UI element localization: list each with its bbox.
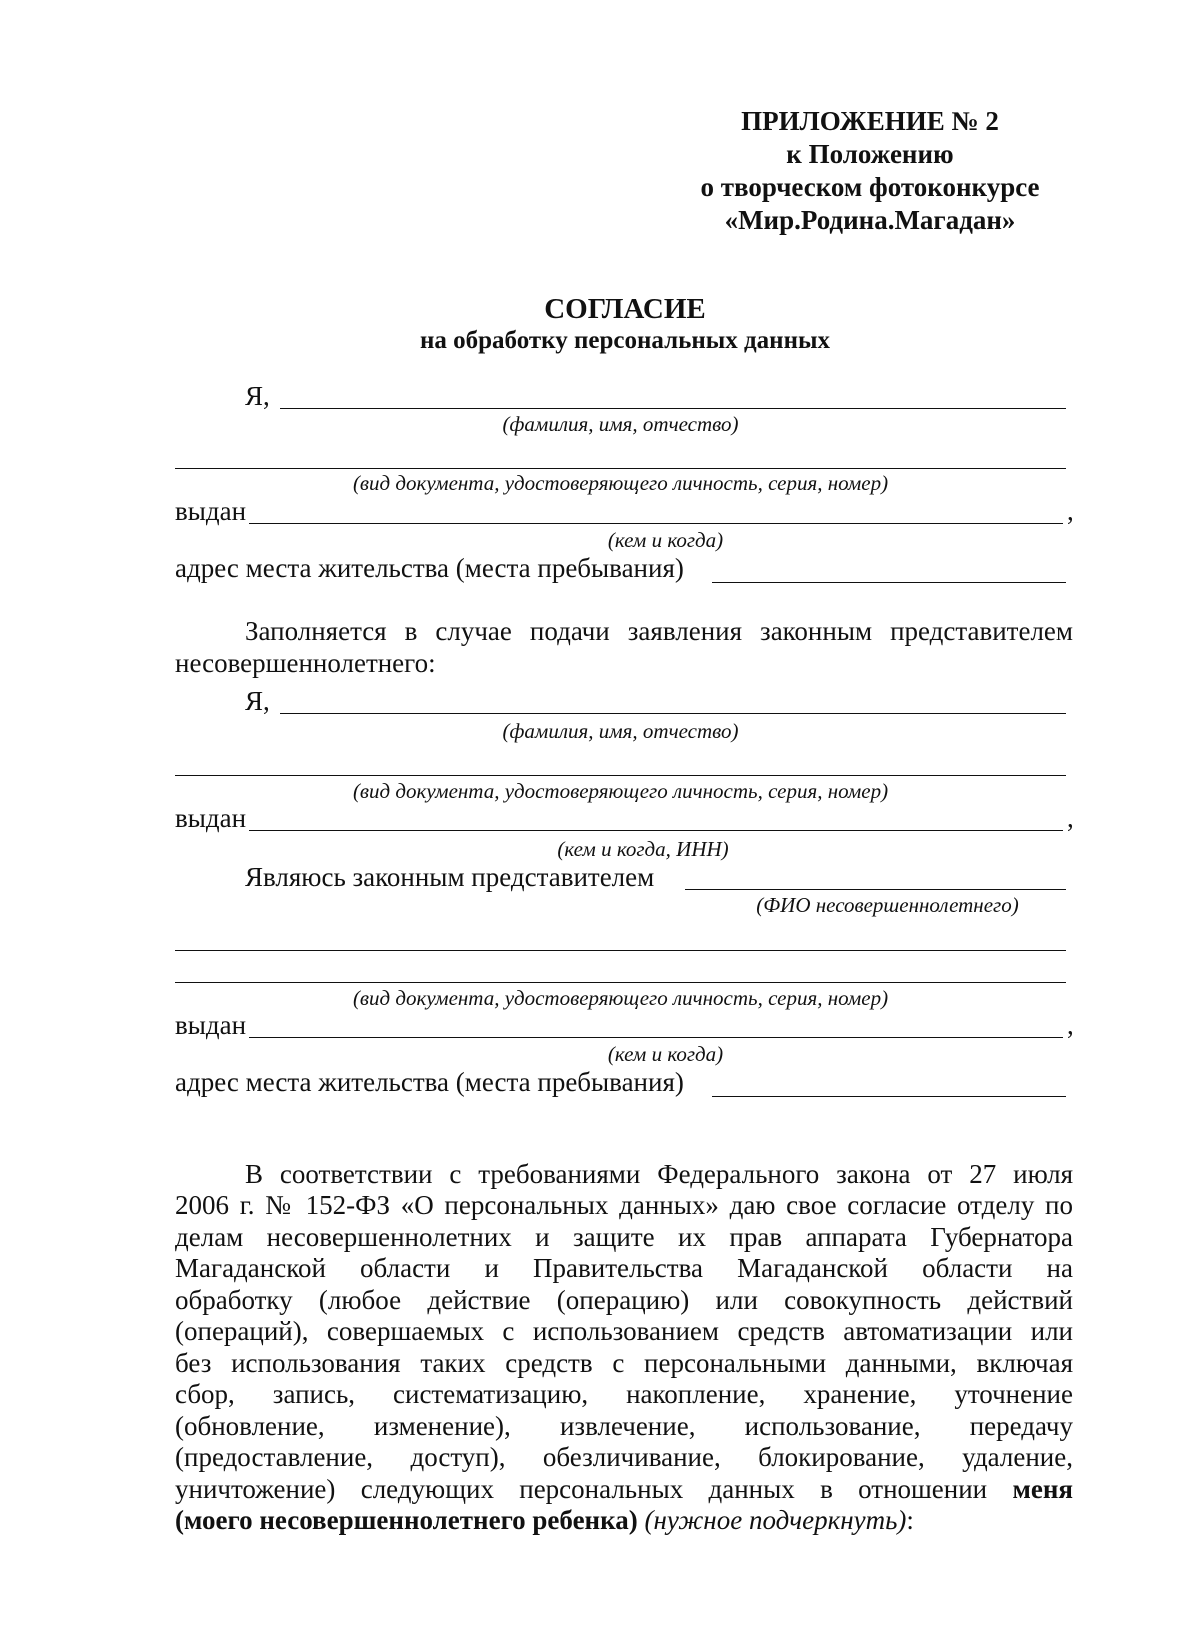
rep-ya-label: Я, — [245, 686, 270, 716]
rep-note-line: несовершеннолетнего: — [175, 648, 436, 678]
rep-fio-field-line[interactable] — [280, 713, 1066, 714]
minor-issued-comma: , — [1067, 1010, 1074, 1040]
minor-address-field-line[interactable] — [712, 1096, 1066, 1097]
fio-caption: (фамилия, имя, отчество) — [502, 412, 739, 436]
rep-id-document-field-line[interactable] — [175, 775, 1066, 776]
id-document-caption: (вид документа, удостоверяющего личность, серия, номер) — [352, 471, 889, 495]
consent-paragraph-line: без использования таких средств с персональными данными, включая — [175, 1348, 1073, 1378]
consent-paragraph-line — [175, 1505, 914, 1537]
address-field-line[interactable] — [712, 582, 1066, 583]
issued-field-line[interactable] — [249, 523, 1063, 524]
consent-paragraph-line — [175, 1474, 1073, 1506]
annex-subtitle-line: о творческом фотоконкурсе — [700, 172, 1040, 202]
rep-issued-caption: (кем и когда, ИНН) — [557, 837, 729, 861]
rep-issued-label: выдан — [175, 803, 247, 833]
annex-title: ПРИЛОЖЕНИЕ № 2 — [741, 106, 999, 136]
consent-option-self: меня — [1012, 1474, 1073, 1504]
rep-issued-comma: , — [1067, 803, 1074, 833]
id-document-field-line[interactable] — [175, 468, 1066, 469]
document-title: СОГЛАСИЕ — [544, 293, 706, 325]
minor-issued-caption: (кем и когда) — [607, 1042, 724, 1066]
consent-paragraph-line: (предоставление, доступ), обезличивание, блокирование, удаление, — [175, 1442, 1073, 1472]
consent-paragraph-line: В соответствии с требованиями Федерального закона от 27 июля — [245, 1159, 1073, 1189]
consent-paragraph-line: сбор, запись, систематизацию, накопление, хранение, уточнение — [175, 1379, 1073, 1409]
consent-paragraph-line: (операций), совершаемых с использованием средств автоматизации или — [175, 1316, 1073, 1346]
minor-issued-field-line[interactable] — [249, 1037, 1063, 1038]
rep-issued-field-line[interactable] — [249, 830, 1063, 831]
consent-paragraph-line: обработку (любое действие (операцию) или совокупность действий — [175, 1285, 1073, 1315]
colon: : — [906, 1505, 914, 1535]
consent-text-segment: уничтожение) следующих персональных данных в отношении — [175, 1474, 988, 1504]
consent-paragraph-line: Магаданской области и Правительства Магаданской области на — [175, 1253, 1073, 1283]
consent-paragraph-line: 2006 г. № 152-ФЗ «О персональных данных» даю свое согласие отделу по — [175, 1190, 1073, 1220]
minor-issued-label: выдан — [175, 1010, 247, 1040]
minor-fio-field-line[interactable] — [685, 889, 1066, 890]
annex-subtitle-line: «Мир.Родина.Магадан» — [724, 205, 1016, 235]
fio-field-line[interactable] — [280, 408, 1066, 409]
minor-address-label: адрес места жительства (места пребывания) — [175, 1067, 684, 1097]
issued-caption: (кем и когда) — [607, 528, 724, 552]
minor-fio-caption: (ФИО несовершеннолетнего) — [756, 893, 1019, 917]
minor-id-document-caption: (вид документа, удостоверяющего личность, серия, номер) — [352, 986, 889, 1010]
rep-label: Являюсь законным представителем — [245, 862, 655, 892]
ya-label: Я, — [245, 381, 270, 411]
minor-id-document-field-line[interactable] — [175, 982, 1066, 983]
minor-fio-field-line-2[interactable] — [175, 950, 1066, 951]
rep-id-document-caption: (вид документа, удостоверяющего личность, серия, номер) — [352, 779, 889, 803]
issued-label: выдан — [175, 496, 247, 526]
rep-note-line: Заполняется в случае подачи заявления законным представителем — [245, 616, 1073, 646]
document-subtitle: на обработку персональных данных — [420, 327, 830, 354]
annex-subtitle-line: к Положению — [786, 139, 954, 169]
issued-comma: , — [1067, 496, 1074, 526]
consent-paragraph-line: (обновление, изменение), извлечение, использование, передачу — [175, 1411, 1073, 1441]
address-label: адрес места жительства (места пребывания) — [175, 553, 684, 583]
consent-option-minor: (моего несовершеннолетнего ребенка) — [175, 1505, 638, 1535]
consent-paragraph-line: делам несовершеннолетних и защите их прав аппарата Губернатора — [175, 1222, 1073, 1252]
rep-fio-caption: (фамилия, имя, отчество) — [502, 719, 739, 743]
underline-instruction: (нужное подчеркнуть) — [644, 1505, 907, 1535]
